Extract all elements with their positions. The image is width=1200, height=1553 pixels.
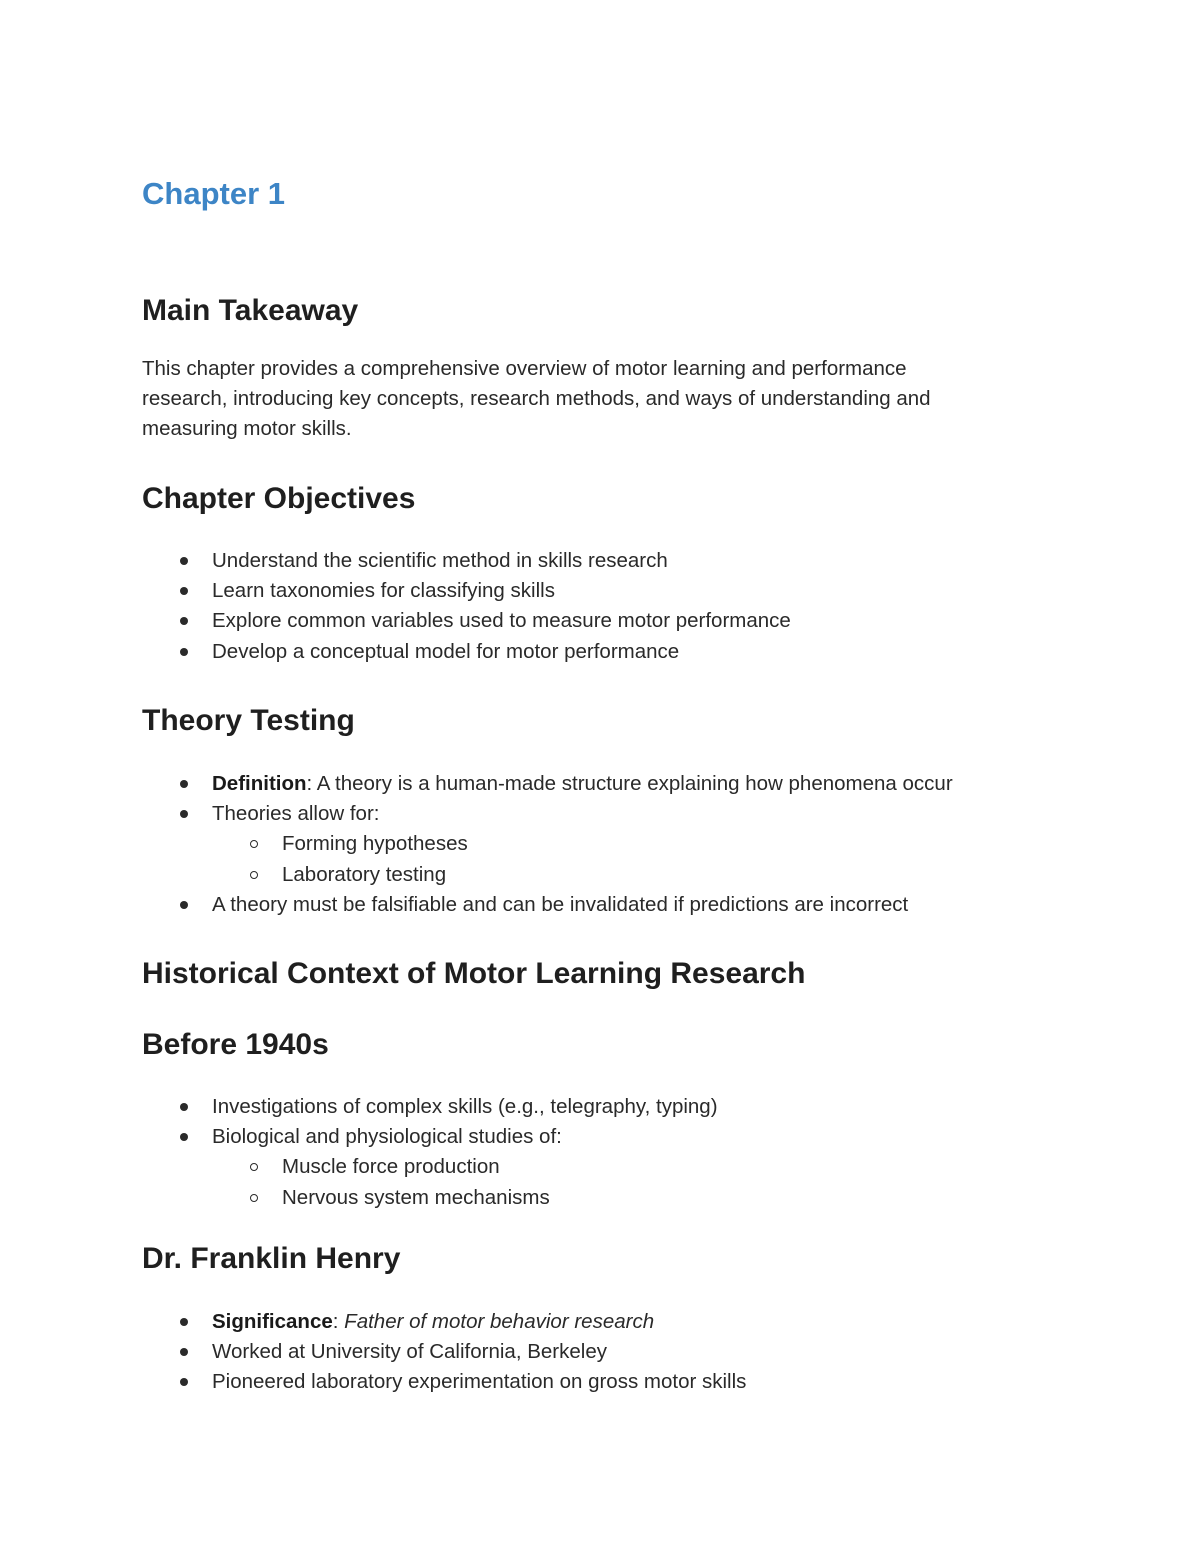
hollow-bullet-icon [250, 871, 258, 879]
bullet-icon [180, 617, 188, 625]
bullet-icon [180, 1133, 188, 1141]
hollow-bullet-icon [250, 1163, 258, 1171]
sub-list-item: Laboratory testing [142, 860, 1102, 890]
before-1940s-list [142, 1092, 1102, 1213]
list-item: Explore common variables used to measure motor performance [142, 606, 1102, 636]
bullet-icon [180, 1318, 188, 1326]
before-1940s-heading: Before 1940s [142, 1028, 329, 1061]
bullet-icon [180, 557, 188, 565]
bullet-icon [180, 901, 188, 909]
bullet-icon [180, 780, 188, 788]
sub-list-item: Nervous system mechanisms [142, 1183, 1102, 1213]
list-item: A theory must be falsifiable and can be invalidated if predictions are incorrect [142, 890, 1102, 920]
list-item: Pioneered laboratory experimentation on gross motor skills [142, 1367, 1102, 1397]
definition-label: Definition [212, 772, 307, 795]
chapter-title: Chapter 1 [142, 176, 285, 211]
significance-label: Significance [212, 1310, 333, 1333]
list-item: Investigations of complex skills (e.g., telegraphy, typing) [142, 1092, 1102, 1122]
list-item: Understand the scientific method in skills research [142, 546, 1102, 576]
bullet-icon [180, 648, 188, 656]
sub-list-item: Forming hypotheses [142, 829, 1102, 859]
list-item: Worked at University of California, Berkeley [142, 1337, 1102, 1367]
theory-testing-heading: Theory Testing [142, 704, 355, 737]
paragraph-line: measuring motor skills. [142, 417, 352, 440]
bullet-icon [180, 1378, 188, 1386]
main-takeaway-paragraph [142, 354, 1042, 444]
paragraph-line: research, introducing key concepts, research methods, and ways of understanding and [142, 387, 931, 410]
bullet-icon [180, 1348, 188, 1356]
list-item: Significance: Father of motor behavior research [142, 1307, 1102, 1337]
paragraph-line: This chapter provides a comprehensive overview of motor learning and performance [142, 357, 907, 380]
list-item: Definition: A theory is a human-made structure explaining how phenomena occur [142, 769, 1102, 799]
objectives-list [142, 546, 1102, 667]
hollow-bullet-icon [250, 1194, 258, 1202]
main-takeaway-heading: Main Takeaway [142, 294, 359, 327]
list-item: Theories allow for: [142, 799, 1102, 829]
list-item: Develop a conceptual model for motor performance [142, 637, 1102, 667]
historical-context-heading: Historical Context of Motor Learning Research [142, 957, 806, 990]
hollow-bullet-icon [250, 840, 258, 848]
list-item: Learn taxonomies for classifying skills [142, 576, 1102, 606]
list-item: Biological and physiological studies of: [142, 1122, 1102, 1152]
sub-list-item: Muscle force production [142, 1152, 1102, 1182]
bullet-icon [180, 810, 188, 818]
theory-testing-list [142, 769, 1102, 920]
franklin-henry-heading: Dr. Franklin Henry [142, 1242, 401, 1275]
bullet-icon [180, 1103, 188, 1111]
bullet-icon [180, 587, 188, 595]
chapter-objectives-heading: Chapter Objectives [142, 482, 416, 515]
franklin-henry-list [142, 1307, 1102, 1398]
